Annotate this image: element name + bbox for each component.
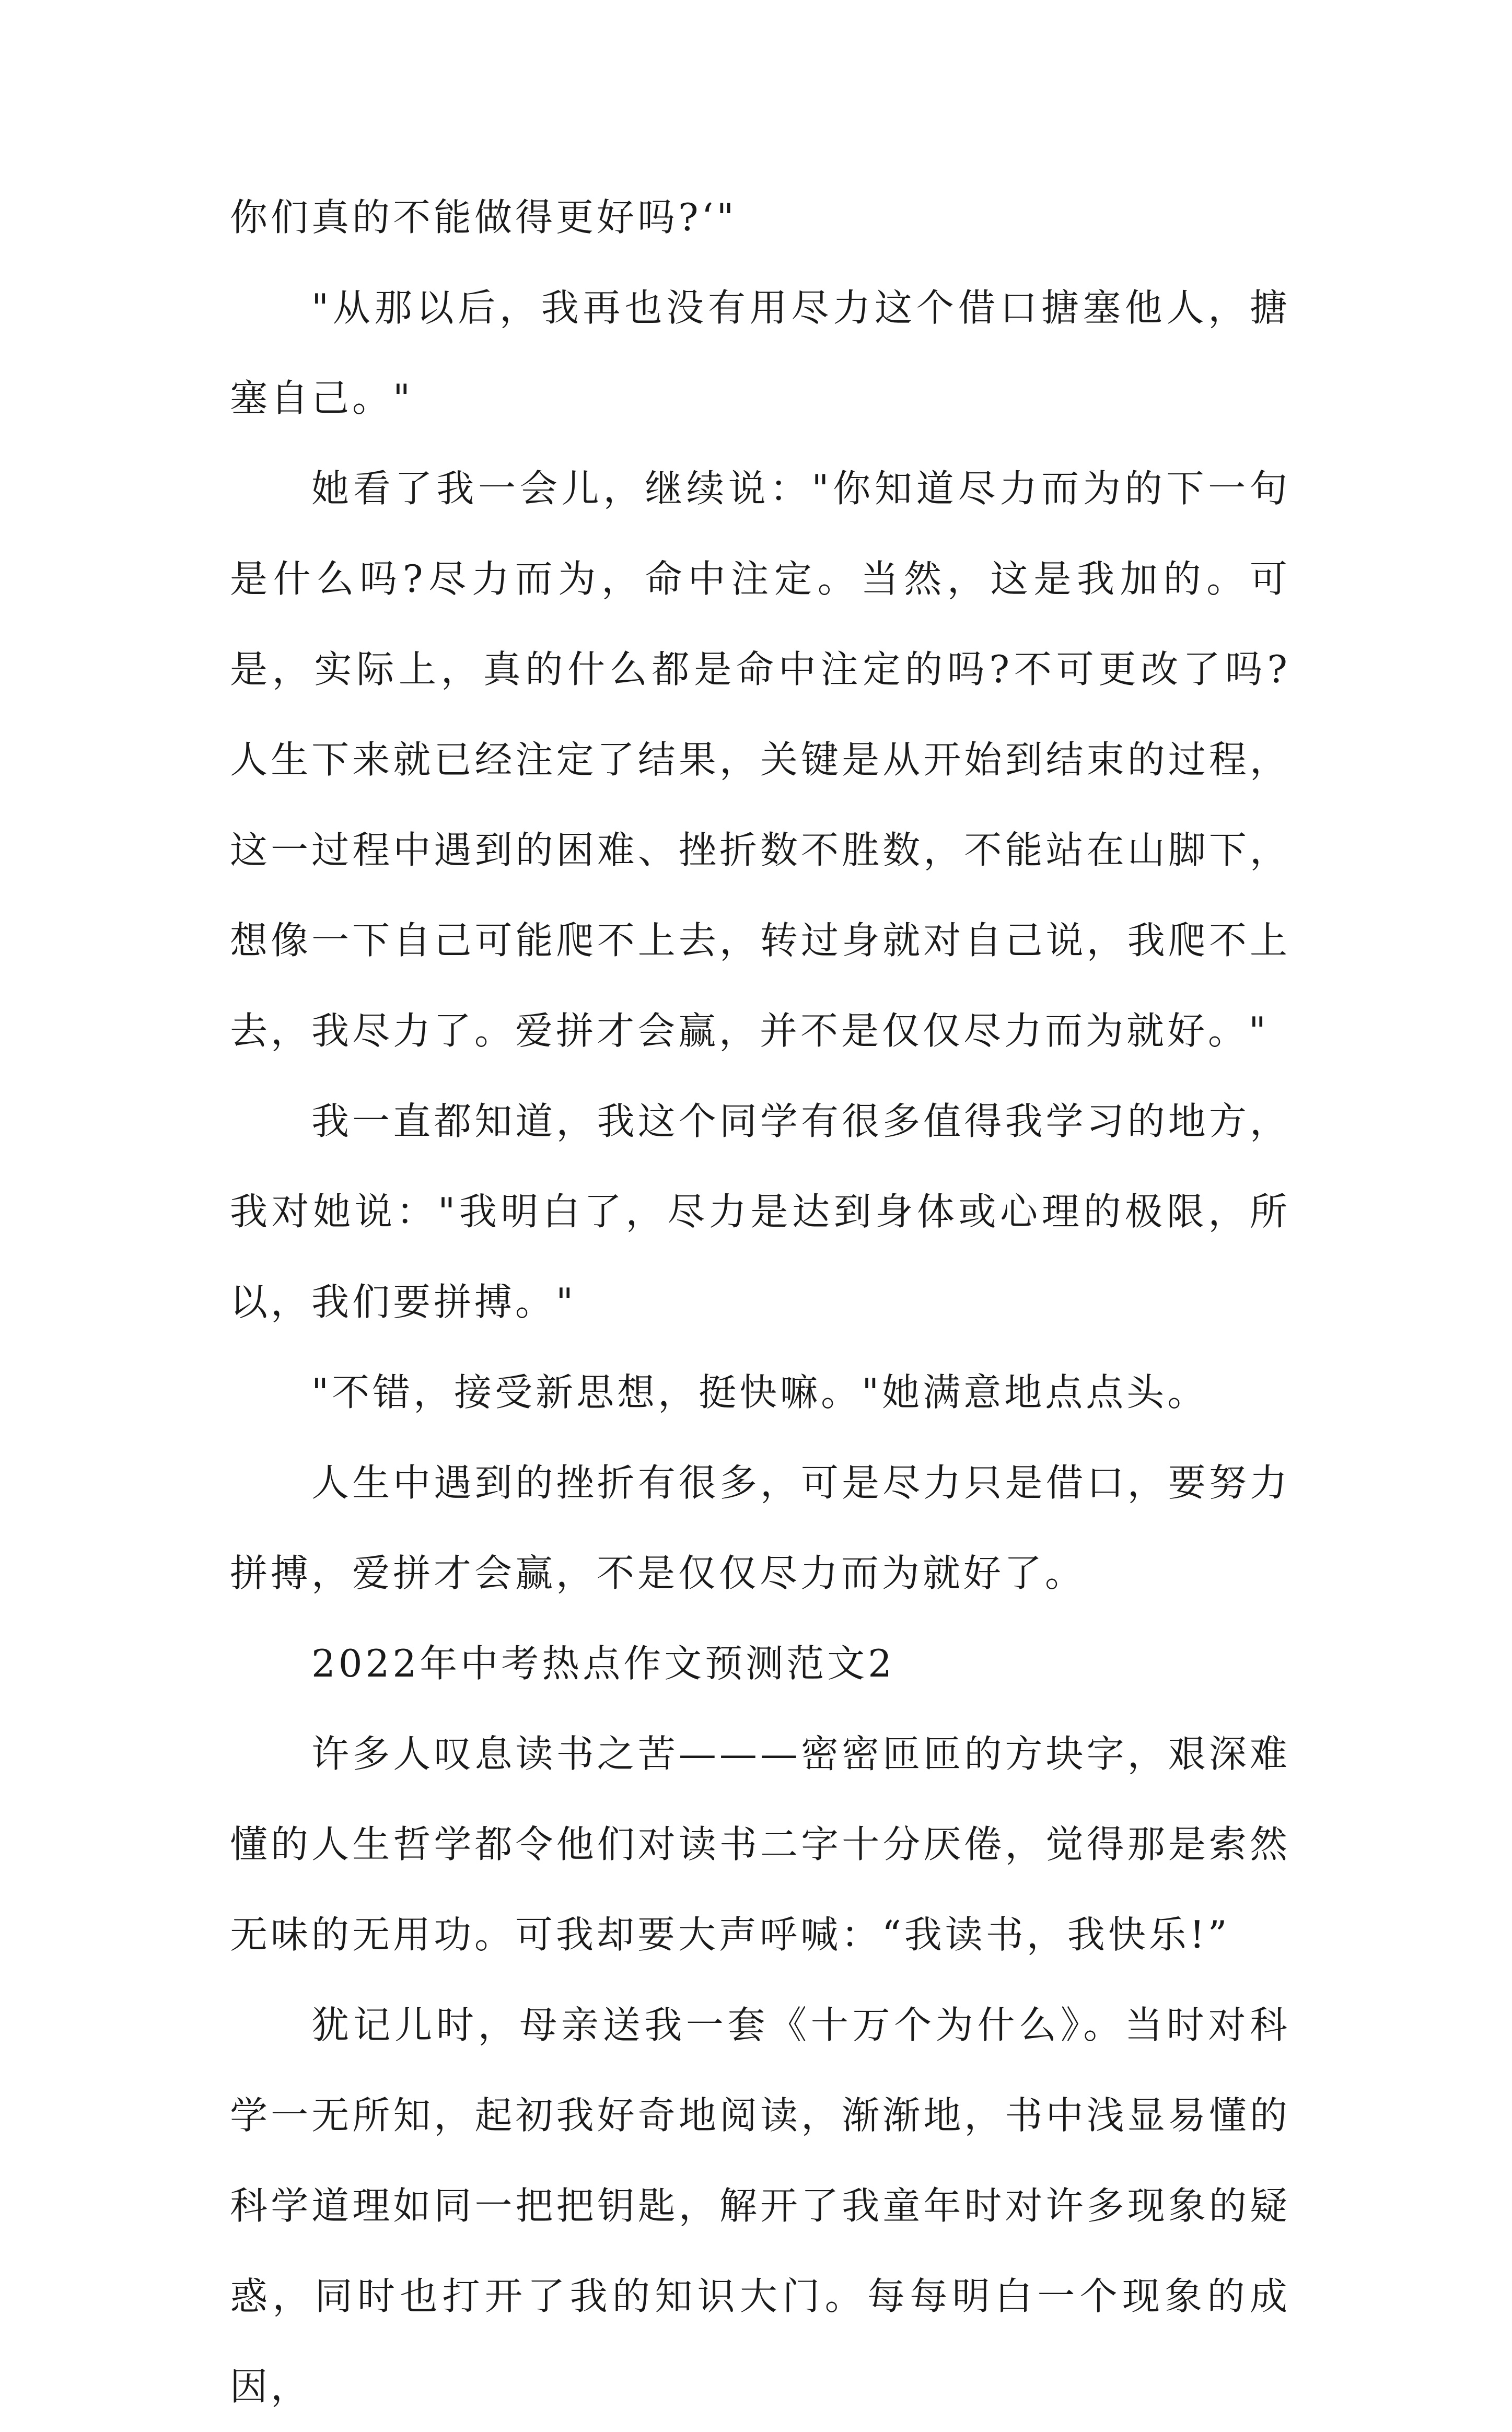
paragraph-2: "从那以后，我再也没有用尽力这个借口搪塞他人，搪塞自己。"	[230, 286, 1290, 420]
essay-heading: 2022年中考热点作文预测范文2	[311, 1642, 895, 1685]
paragraph-3: 她看了我一会儿，继续说："你知道尽力而为的下一句是什么吗?尽力而为，命中注定。当然，这是我加的。可是，实际上，真的什么都是命中注定的吗?不可更改了吗?人生下来就已经注定了结果，关键是从开始到结束的过程，这一过程中遇到的困难、挫折数不胜数，不能站在山脚下，想像一下自己可能爬不上去，转过身就对自己说，我爬不上去，我尽力了。爱拼才会赢，并不是仅仅尽力而为就好。"	[230, 467, 1290, 1053]
paragraph-4: 我一直都知道，我这个同学有很多值得我学习的地方，我对她说："我明白了，尽力是达到身体或心理的极限，所以，我们要拼搏。"	[230, 1099, 1290, 1324]
paragraph-7: 许多人叹息读书之苦———密密匝匝的方块字，艰深难懂的人生哲学都令他们对读书二字十分厌倦，觉得那是索然无味的无用功。可我却要大声呼喊：“我读书，我快乐!”	[230, 1732, 1290, 1957]
paragraph-8: 犹记儿时，母亲送我一套《十万个为什么》。当时对科学一无所知，起初我好奇地阅读，渐渐地，书中浅显易懂的科学道理如同一把把钥匙，解开了我童年时对许多现象的疑惑，同时也打开了我的知识大门。每每明白一个现象的成因，	[230, 2003, 1290, 2408]
paragraph-6: 人生中遇到的挫折有很多，可是尽力只是借口，要努力拼搏，爱拼才会赢，不是仅仅尽力而为就好了。	[230, 1461, 1290, 1595]
essay-body	[230, 172, 1290, 2432]
paragraph-1: 你们真的不能做得更好吗?‘"	[230, 195, 737, 239]
paragraph-5: "不错，接受新思想，挺快嘛。"她满意地点点头。	[311, 1370, 1208, 1414]
